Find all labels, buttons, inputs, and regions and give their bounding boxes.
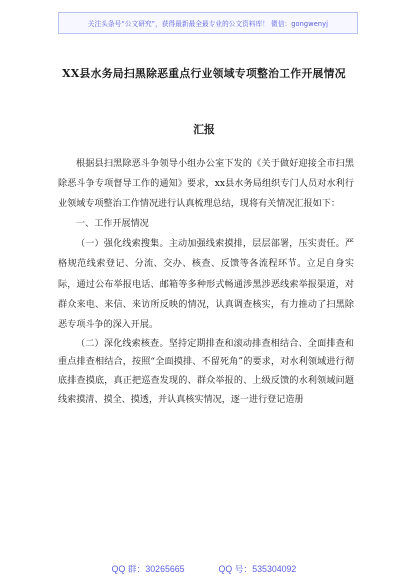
header-notice-box — [58, 12, 358, 34]
document-body — [58, 154, 354, 409]
paragraph-item-2: （二）深化线索核查。坚持定期排查和滚动排查相结合、全面排查和重点排查相结合，按照“全面摸排、不留死角”的要求，对水利领域进行彻底排查摸底，真正把巡查发现的、群众举报的、上级反馈的水利领域问题线索摸清、摸全、摸透，并认真核实情况，逐一进行登记造册 — [58, 338, 354, 405]
footer-qq-group: QQ 群：30265665 — [111, 564, 185, 574]
footer-qq-number: QQ 号：535304092 — [218, 564, 297, 574]
header-notice-text: 关注头条号“公文研究”，获得最新最全最专业的公文资料库！ 微信：gongwenyj — [87, 20, 329, 28]
footer-contact — [0, 562, 408, 575]
document-title: XX县水务局扫黑除恶重点行业领域专项整治工作开展情况 — [62, 67, 346, 80]
paragraph-intro: 根据县扫黑除恶斗争领导小组办公室下发的《关于做好迎接全市扫黑除恶斗争专项督导工作的通知》要求，xx县水务局组织专门人员对水利行业领域专项整治工作情况进行认真梳理总结，现将有关情况汇报如下： — [58, 159, 354, 210]
paragraph-item-1: （一）强化线索搜集。主动加强线索摸排，层层部署，压实责任。严格规范线索登记、分流、交办、核查、反馈等各流程环节。立足自身实际，通过公布举报电话、邮箱等多种形式畅通涉黑涉恶线索举报渠道，对群众来电、来信、来访所反映的情况，认真调查核实，有力推动了扫黑除恶专项斗争的深入开展。 — [58, 239, 354, 330]
section-heading: 一、工作开展情况 — [76, 219, 149, 230]
document-subtitle: 汇报 — [193, 123, 215, 136]
